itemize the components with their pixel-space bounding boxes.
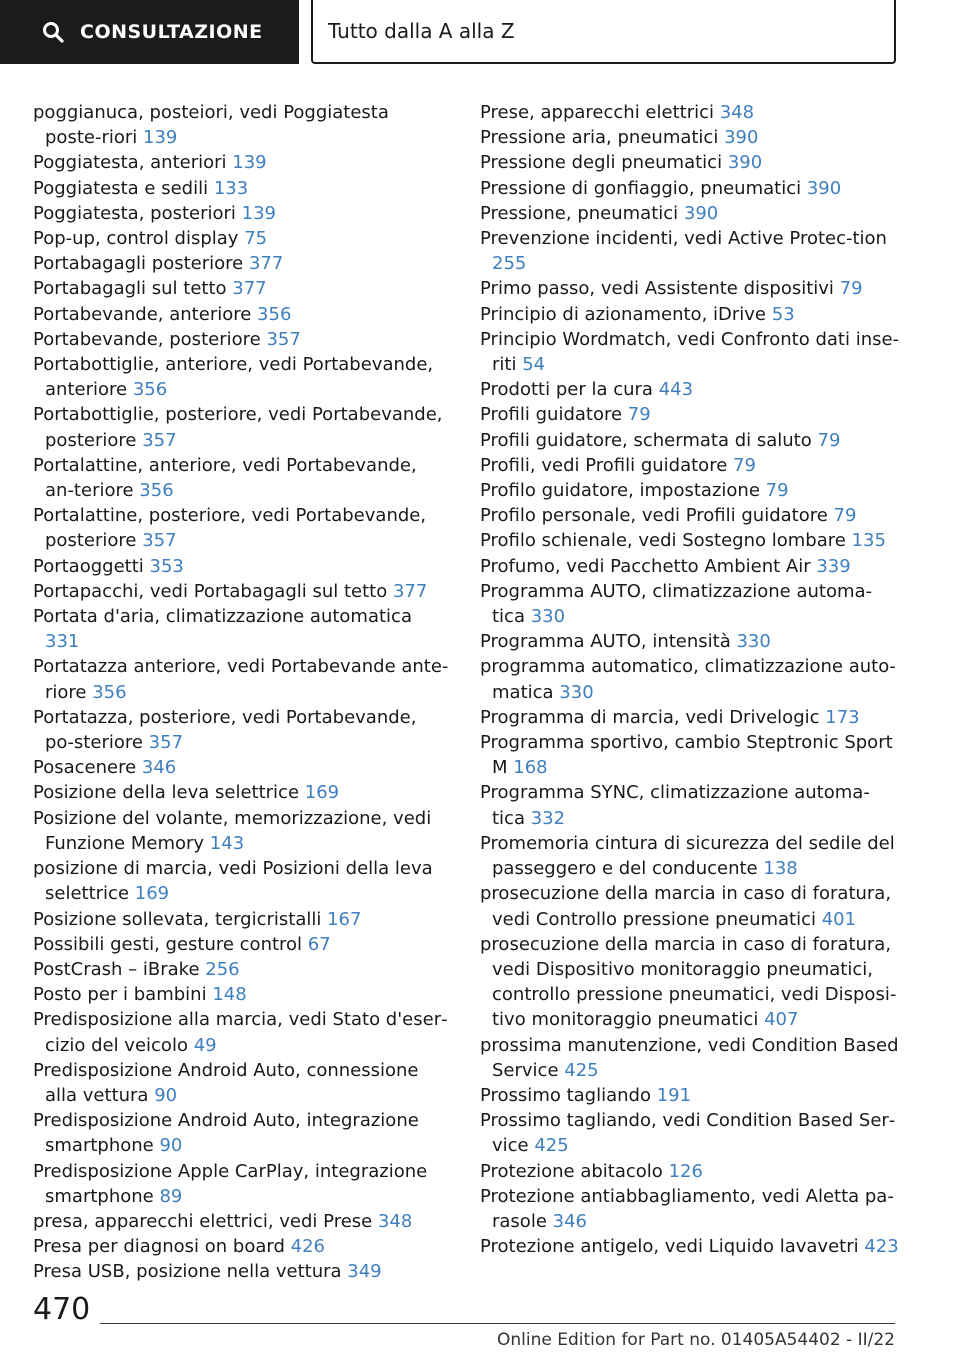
index-entry-term: Prossimo tagliando: [480, 1084, 651, 1106]
index-entry-term: Predisposizione Android Auto, connessione alla vettura: [33, 1059, 419, 1106]
index-entry: [480, 503, 900, 528]
index-entry-term: Portabevande, posteriore: [33, 328, 261, 350]
page-reference-link[interactable]: 139: [241, 202, 277, 224]
index-entry: [480, 1184, 900, 1234]
index-entry: [480, 1159, 900, 1184]
index-entry: [480, 932, 900, 1033]
index-entry-term: Predisposizione Android Auto, integrazione smartphone: [33, 1110, 419, 1157]
tab-consultazione-label: CONSULTAZIONE: [80, 21, 263, 43]
index-entry: [33, 755, 451, 780]
index-entry: [33, 1159, 451, 1209]
index-entry: [33, 327, 451, 352]
index-entry: [33, 579, 451, 604]
index-entry-term: Programma AUTO, climatizzazione automa‐tica: [480, 580, 873, 628]
index-entry-term: Posto per i bambini: [33, 984, 207, 1006]
page-reference-link[interactable]: 53: [771, 303, 795, 325]
index-entry-term: Portalattine, anteriore, vedi Portabevande, an‐teriore: [33, 454, 417, 502]
page-reference-link[interactable]: 425: [534, 1135, 569, 1157]
search-icon: [42, 21, 64, 43]
index-entry: [33, 932, 451, 957]
index-entry-term: Profilo schienale, vedi Sostegno lombare: [480, 530, 846, 552]
index-entry: [33, 302, 451, 327]
index-entry: [33, 705, 451, 755]
index-entry-term: Portabottiglie, anteriore, vedi Portabevande, anteriore: [33, 354, 434, 401]
page-reference-link[interactable]: 377: [232, 278, 267, 300]
index-entry: [33, 201, 451, 226]
index-entry: [480, 881, 900, 931]
index-entry-term: Predisposizione alla marcia, vedi Stato d'eser‐cizio del veicolo: [33, 1009, 448, 1056]
index-entry: [33, 856, 451, 906]
page-reference-link[interactable]: 356: [257, 303, 292, 325]
index-entry-term: Portabottiglie, posteriore, vedi Portabevande, posteriore: [33, 404, 443, 451]
page-reference-link[interactable]: 348: [377, 1210, 413, 1232]
page-reference-link[interactable]: 79: [833, 505, 857, 527]
page-reference-link[interactable]: 168: [513, 757, 548, 779]
index-entry: [33, 402, 451, 452]
index-entry-term: Pressione, pneumatici: [480, 202, 679, 224]
page-reference-link[interactable]: 357: [142, 530, 177, 552]
page-reference-link[interactable]: 133: [213, 177, 249, 199]
index-entry: [33, 251, 451, 276]
index-entry: [480, 579, 900, 629]
index-entry-term: programma automatico, climatizzazione auto‐matica: [480, 656, 896, 703]
index-entry-term: Posacenere: [33, 757, 137, 779]
index-entry: [480, 554, 900, 579]
index-entry-term: Prossimo tagliando, vedi Condition Based Ser‐vice: [480, 1110, 896, 1157]
index-entry-term: Poggiatesta, anteriori: [33, 152, 227, 174]
page-reference-link[interactable]: 139: [143, 127, 178, 149]
index-entry-term: Programma AUTO, intensità: [480, 631, 731, 653]
index-entry-term: Profili, vedi Profili guidatore: [480, 454, 728, 476]
page-reference-link[interactable]: 423: [864, 1236, 899, 1258]
index-entry-term: Posizione della leva selettrice: [33, 782, 300, 804]
index-entry: [33, 1234, 451, 1259]
index-entry-term: Profilo guidatore, impostazione: [480, 480, 760, 502]
tab-secondary-label: Tutto dalla A alla Z: [328, 19, 515, 43]
index-entry: [480, 528, 900, 553]
index-entry: [480, 100, 900, 125]
page-reference-link[interactable]: 357: [148, 732, 184, 754]
index-entry: [480, 1108, 900, 1158]
index-entry-term: prosecuzione della marcia in caso di foratura, vedi Dispositivo monitoraggio pneumatici, controllo pressione pneumatici, vedi Disposi‐tivo monitoraggio pneumatici: [480, 933, 897, 1031]
page-reference-link[interactable]: 90: [159, 1135, 183, 1157]
page-reference-link[interactable]: 353: [149, 555, 184, 577]
index-entry-term: Pressione di gonfiaggio, pneumatici: [480, 177, 802, 199]
page-reference-link[interactable]: 256: [205, 958, 240, 980]
index-entry-term: Portatazza anteriore, vedi Portabevande ante‐riore: [33, 656, 449, 703]
index-entry-term: Pressione degli pneumatici: [480, 152, 723, 174]
index-entry-term: Presa USB, posizione nella vettura: [33, 1261, 342, 1283]
index-entry: [480, 276, 900, 301]
index-entry-term: Prese, apparecchi elettrici: [480, 102, 714, 123]
index-column-left: [33, 100, 451, 1285]
index-entry: [33, 150, 451, 175]
index-entry-term: Posizione sollevata, tergicristalli: [33, 908, 322, 930]
index-entry: [480, 654, 900, 704]
index-entry: [33, 1007, 451, 1057]
index-entry-term: Primo passo, vedi Assistente dispositivi: [480, 278, 834, 300]
page-reference-link[interactable]: 79: [627, 404, 651, 426]
index-entry: [480, 780, 900, 830]
index-entry-term: Principio Wordmatch, vedi Confronto dati inse‐riti: [480, 328, 900, 376]
page-reference-link[interactable]: 79: [733, 454, 756, 476]
page-reference-link[interactable]: 67: [307, 933, 331, 955]
index-entry-term: Possibili gesti, gesture control: [33, 933, 303, 955]
index-entry-term: Portatazza, posteriore, vedi Portabevande, po‐steriore: [33, 706, 417, 754]
index-entry: [480, 478, 900, 503]
index-entry: [33, 276, 451, 301]
index-entry-term: Presa per diagnosi on board: [33, 1236, 285, 1258]
index-entry: [480, 1234, 900, 1259]
index-entry-term: Promemoria cintura di sicurezza del sedile del passeggero e del conducente: [480, 832, 895, 880]
page-reference-link[interactable]: 390: [724, 127, 759, 149]
page-reference-link[interactable]: 356: [132, 379, 168, 401]
index-entry: [480, 705, 900, 730]
index-entry: [33, 604, 451, 654]
index-entry-term: Portabevande, anteriore: [33, 303, 252, 325]
index-entry: [33, 1058, 451, 1108]
index-entry: [33, 806, 451, 856]
index-entry: [33, 1108, 451, 1158]
index-entry-term: Portapacchi, vedi Portabagagli sul tetto: [33, 580, 388, 602]
page-number: 470: [33, 1292, 91, 1327]
index-entry: [33, 907, 451, 932]
tab-tutto-dalla-a-alla-z[interactable]: [311, 0, 896, 64]
index-entry: [480, 629, 900, 654]
index-entry-term: Portalattine, posteriore, vedi Portabevande, posteriore: [33, 505, 427, 552]
edition-note: Online Edition for Part no. 01405A54402 - II/22: [496, 1330, 895, 1350]
index-entry-term: Principio di azionamento, iDrive: [480, 303, 767, 325]
index-entry-term: Posizione del volante, memorizzazione, vedi Funzione Memory: [33, 807, 432, 854]
index-entry-term: Protezione abitacolo: [480, 1160, 663, 1182]
page-reference-link[interactable]: 148: [212, 984, 247, 1006]
page-reference-link[interactable]: 90: [154, 1084, 178, 1106]
index-entry-term: Profili guidatore, schermata di saluto: [480, 429, 812, 451]
tab-consultazione[interactable]: [0, 0, 299, 64]
page-reference-link[interactable]: 425: [564, 1059, 599, 1081]
index-entry: [33, 654, 451, 704]
index-entry-term: Protezione antigelo, vedi Liquido lavavetri: [480, 1236, 859, 1258]
page-reference-link[interactable]: 89: [159, 1185, 183, 1207]
index-column-right: [480, 100, 900, 1259]
page-reference-link[interactable]: 357: [142, 429, 177, 451]
section-tab-bar: [0, 0, 960, 66]
page-reference-link[interactable]: 54: [522, 354, 546, 376]
footer-divider: [100, 1323, 895, 1324]
index-entry-term: Prevenzione incidenti, vedi Active Protec‐tion: [480, 228, 887, 250]
index-entry-term: presa, apparecchi elettrici, vedi Prese: [33, 1210, 373, 1232]
page-reference-link[interactable]: 377: [248, 253, 284, 275]
index-entry: [33, 1209, 451, 1234]
index-entry: [480, 150, 900, 175]
index-entry-term: posizione di marcia, vedi Posizioni della leva selettrice: [33, 858, 433, 905]
index-entry-term: Programma SYNC, climatizzazione automa‐tica: [480, 782, 870, 829]
index-entry-term: Portata d'aria, climatizzazione automatica: [33, 606, 412, 628]
page-reference-link[interactable]: 167: [327, 908, 362, 930]
index-entry: [33, 226, 451, 251]
page-reference-link[interactable]: 173: [825, 706, 860, 728]
index-entry: [480, 302, 900, 327]
index-entry-term: Programma di marcia, vedi Drivelogic: [480, 706, 820, 728]
page-reference-link[interactable]: 401: [821, 908, 857, 930]
index-entry: [33, 780, 451, 805]
page-reference-link[interactable]: 357: [266, 328, 301, 350]
page-reference-link[interactable]: 139: [232, 152, 267, 174]
page-reference-link[interactable]: 390: [727, 152, 763, 174]
index-entry: [33, 352, 451, 402]
page-reference-link[interactable]: 138: [763, 858, 798, 880]
page-reference-link[interactable]: 330: [736, 631, 771, 653]
index-entry-term: Profilo personale, vedi Profili guidatore: [480, 505, 828, 527]
page-reference-link[interactable]: 356: [92, 681, 127, 703]
index-entry: [480, 402, 900, 427]
page-reference-link[interactable]: 346: [141, 757, 177, 779]
index-entry: [33, 100, 451, 150]
index-entry: [33, 957, 451, 982]
index-entry: [480, 377, 900, 402]
index-entry: [480, 327, 900, 377]
page-reference-link[interactable]: 331: [45, 631, 80, 653]
index-entry: [480, 831, 900, 881]
index-entry-term: Poggiatesta, posteriori: [33, 202, 236, 224]
index-entry: [33, 982, 451, 1007]
page-reference-link[interactable]: 356: [139, 480, 174, 502]
page-reference-link[interactable]: 346: [552, 1210, 587, 1232]
page-reference-link[interactable]: 191: [656, 1084, 692, 1106]
index-entry-term: Programma sportivo, cambio Steptronic Sport M: [480, 732, 893, 779]
index-entry: [480, 453, 900, 478]
page-reference-link[interactable]: 339: [816, 555, 851, 577]
page-reference-link[interactable]: 143: [209, 832, 245, 854]
index-entry: [33, 176, 451, 201]
page-reference-link[interactable]: 135: [851, 530, 886, 552]
index-entry: [480, 176, 900, 201]
index-entry-term: PostCrash – iBrake: [33, 958, 200, 980]
index-entry: [33, 453, 451, 503]
index-entry-term: Portaoggetti: [33, 555, 144, 577]
index-entry-term: Protezione antiabbagliamento, vedi Aletta pa‐rasole: [480, 1185, 894, 1232]
index-entry-term: Prodotti per la cura: [480, 379, 653, 401]
page-reference-link[interactable]: 75: [244, 228, 268, 250]
index-entry-term: Pressione aria, pneumatici: [480, 127, 719, 149]
index-entry: [480, 1083, 900, 1108]
index-entry: [33, 1259, 451, 1284]
page-reference-link[interactable]: 79: [839, 278, 863, 300]
page-reference-link[interactable]: 426: [290, 1236, 325, 1258]
page-reference-link[interactable]: 349: [347, 1261, 382, 1283]
page-reference-link[interactable]: 443: [658, 379, 694, 401]
index-entry: [480, 125, 900, 150]
index-entry: [480, 730, 900, 780]
index-entry: [480, 226, 900, 276]
index-entry-term: Portabagagli posteriore: [33, 253, 244, 275]
index-entry-term: prossima manutenzione, vedi Condition Based Service: [480, 1034, 899, 1081]
page-reference-link[interactable]: 79: [765, 480, 789, 502]
index-entry-term: Pop-up, control display: [33, 228, 239, 250]
index-entry: [33, 503, 451, 553]
index-entry-term: Profili guidatore: [480, 404, 623, 426]
page-reference-link[interactable]: 390: [683, 202, 719, 224]
page-reference-link[interactable]: 169: [134, 883, 170, 905]
page-reference-link[interactable]: 169: [304, 782, 340, 804]
page-reference-link[interactable]: 79: [817, 429, 841, 451]
index-entry-term: Predisposizione Apple CarPlay, integrazione smartphone: [33, 1160, 428, 1207]
page-reference-link[interactable]: 330: [559, 681, 594, 703]
page-reference-link[interactable]: 390: [806, 177, 842, 199]
index-entry: [480, 428, 900, 453]
page-reference-link[interactable]: 407: [764, 1009, 799, 1031]
page-reference-link[interactable]: 332: [530, 807, 566, 829]
index-entry-term: Portabagagli sul tetto: [33, 278, 227, 300]
index-entry-term: Profumo, vedi Pacchetto Ambient Air: [480, 555, 811, 577]
page-reference-link[interactable]: 126: [668, 1160, 703, 1182]
page-reference-link[interactable]: 377: [392, 580, 428, 602]
index-entry-term: poggianuca, posteiori, vedi Poggiatesta poste‐riori: [33, 102, 389, 149]
index-entry-term: Poggiatesta e sedili: [33, 177, 209, 199]
page-reference-link[interactable]: 255: [492, 253, 527, 275]
index-entry: [33, 554, 451, 579]
index-entry-term: prosecuzione della marcia in caso di foratura, vedi Controllo pressione pneumatici: [480, 883, 892, 930]
page-reference-link[interactable]: 348: [719, 102, 755, 123]
page-reference-link[interactable]: 49: [193, 1034, 217, 1056]
page-reference-link[interactable]: 330: [530, 606, 566, 628]
index-entry: [480, 201, 900, 226]
index-entry: [480, 1033, 900, 1083]
